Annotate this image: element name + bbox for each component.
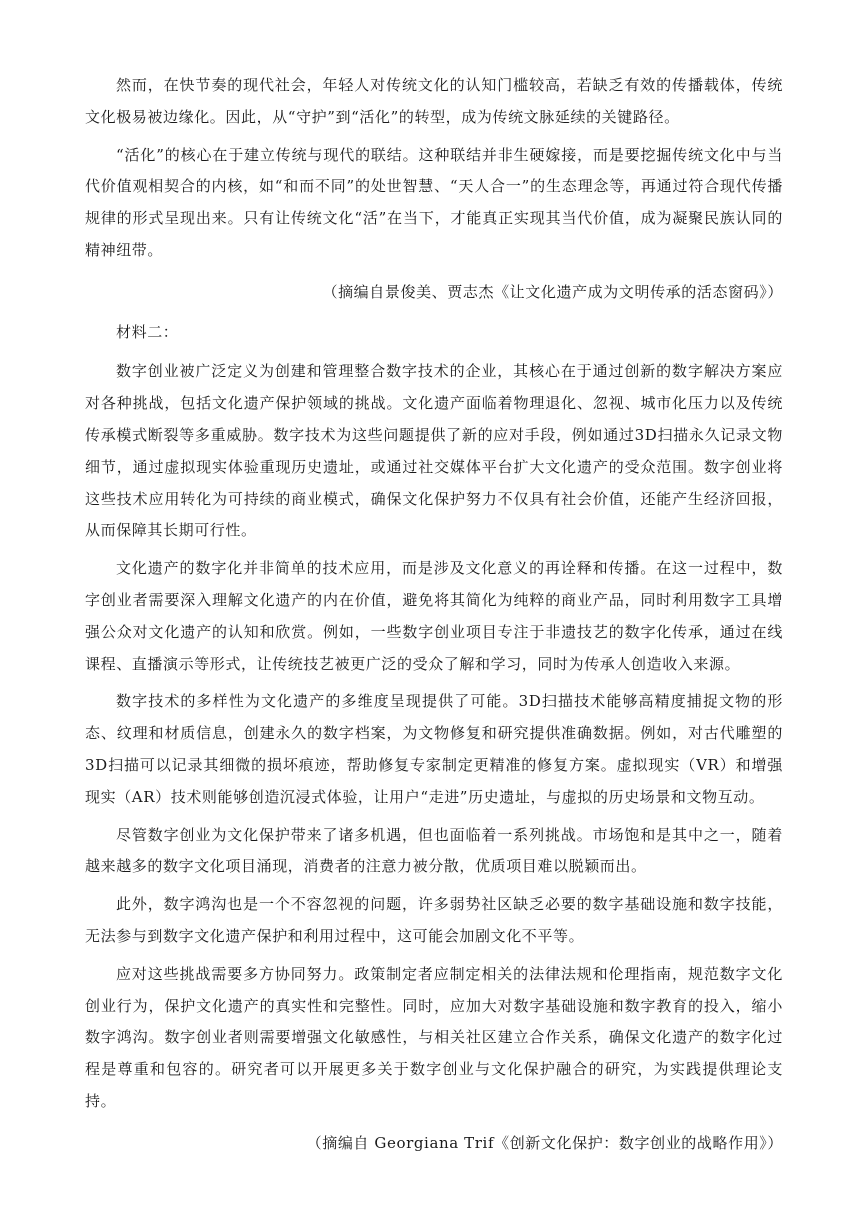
body-paragraph: 应对这些挑战需要多方协同努力。政策制定者应制定相关的法律法规和伦理指南，规范数字文化创业行为，保护文化遗产的真实性和完整性。同时，应加大对数字基础设施和数字教育的投入，缩小数字鸿沟。数字创业者则需要增强文化敏感性，与相关社区建立合作关系，确保文化遗产的数字化过程是尊重和包容的。研究者可以开展更多关于数字创业与文化保护融合的研究，为实践提供理论支持。	[85, 964, 783, 1110]
body-paragraph: 然而，在快节奏的现代社会，年轻人对传统文化的认知门槛较高，若缺乏有效的传播载体，传统文化极易被边缘化。因此，从“守护”到“活化”的转型，成为传统文脉延续的关键路径。	[85, 76, 783, 126]
body-paragraph: “活化”的核心在于建立传统与现代的联结。这种联结并非生硬嫁接，而是要挖掘传统文化中与当代价值观相契合的内核，如“和而不同”的处世智慧、“天人合一”的生态理念等，再通过符合现代传播规律的形式呈现出来。只有让传统文化“活”在当下，才能真正实现其当代价值，成为凝聚民族认同的精神纽带。	[85, 145, 783, 259]
body-paragraph: 尽管数字创业为文化保护带来了诸多机遇，但也面临着一系列挑战。市场饱和是其中之一，随着越来越多的数字文化项目涌现，消费者的注意力被分散，优质项目难以脱颖而出。	[85, 825, 783, 876]
body-paragraph: 此外，数字鸿沟也是一个不容忽视的问题，许多弱势社区缺乏必要的数字基础设施和数字技能，无法参与到数字文化遗产保护和利用过程中，这可能会加剧文化不平等。	[85, 895, 783, 945]
document-page	[85, 70, 783, 1168]
body-paragraph: 数字创业被广泛定义为创建和管理整合数字技术的企业，其核心在于通过创新的数字解决方案应对各种挑战，包括文化遗产保护领域的挑战。文化遗产面临着物理退化、忽视、城市化压力以及传统传承模式断裂等多重威胁。数字技术为这些问题提供了新的应对手段，例如通过3D扫描永久记录文物细节，通过虚拟现实体验重现历史遗址，或通过社交媒体平台扩大文化遗产的受众范围。数字创业将这些技术应用转化为可持续的商业模式，确保文化保护努力不仅具有社会价值，还能产生经济回报，从而保障其长期可行性。	[85, 362, 783, 540]
body-paragraph: 文化遗产的数字化并非简单的技术应用，而是涉及文化意义的再诠释和传播。在这一过程中，数字创业者需要深入理解文化遗产的内在价值，避免将其简化为纯粹的商业产品，同时利用数字工具增强公众对文化遗产的认知和欣赏。例如，一些数字创业项目专注于非遗技艺的数字化传承，通过在线课程、直播演示等形式，让传统技艺被更广泛的受众了解和学习，同时为传承人创造收入来源。	[85, 559, 783, 673]
source-citation: （摘编自景俊美、贾志杰《让文化遗产成为文明传承的活态窗码》）	[322, 282, 783, 301]
body-paragraph: 数字技术的多样性为文化遗产的多维度呈现提供了可能。3D扫描技术能够高精度捕捉文物的形态、纹理和材质信息，创建永久的数字档案，为文物修复和研究提供准确数据。例如，对古代雕塑的3D扫描可以记录其细微的损坏痕迹，帮助修复专家制定更精准的修复方案。虚拟现实（VR）和增强现实（AR）技术则能够创造沉浸式体验，让用户“走进”历史遗址，与虚拟的历史场景和文物互动。	[85, 692, 783, 806]
material-heading: 材料二：	[116, 322, 179, 341]
source-citation: （摘编自 Georgiana Trif《创新文化保护：数字创业的战略作用》）	[306, 1133, 783, 1152]
